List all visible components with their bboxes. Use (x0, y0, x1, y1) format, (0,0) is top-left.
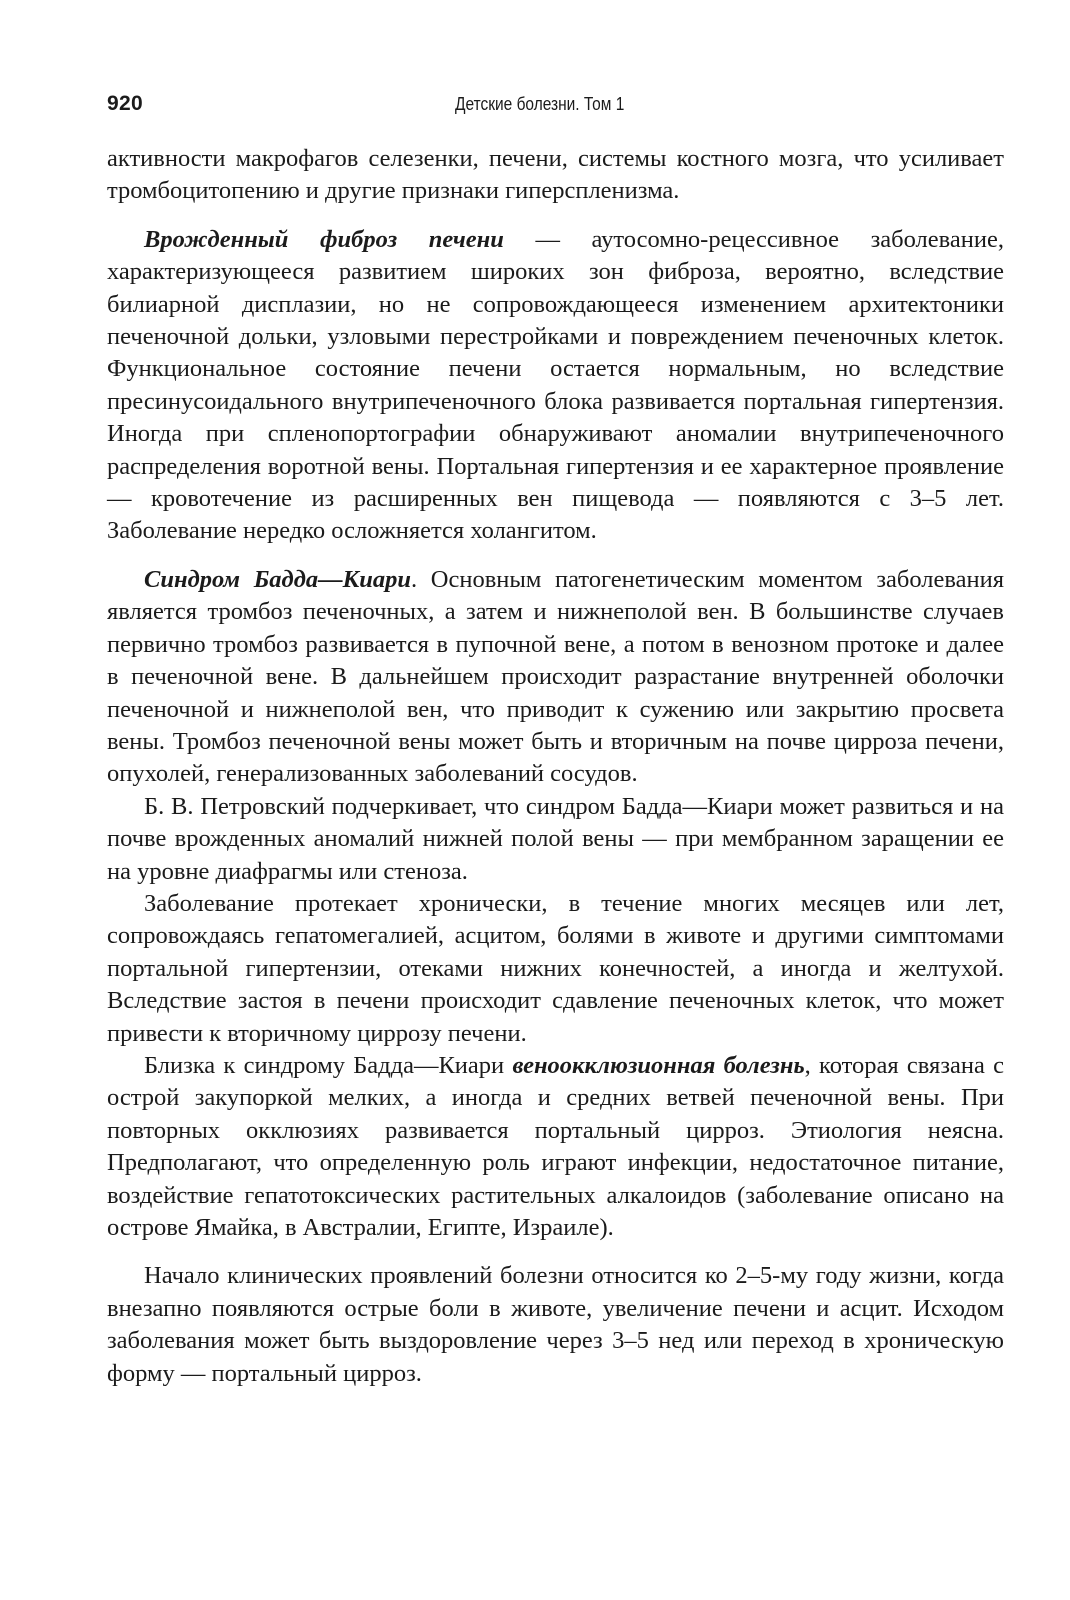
paragraph-clinical-onset (107, 1260, 1004, 1390)
paragraph-petrovsky (107, 791, 1004, 888)
paragraph-continued (107, 143, 1004, 208)
paragraph-text: . Основным патогенетическим моментом заболевания является тромбоз печеночных, а затем и нижнеполой вен. В большинстве случаев первично тромбоз развивается в пупочной вене, а потом в венозном протоке и далее в печеночной вене. В дальнейшем происходит разрастание внутренней оболочки печеночной и нижнеполой вен, что приводит к сужению или закрытию просвета вены. Тромбоз печеночной вены может быть и вторичным на почве цирроза печени, опухолей, генерализованных заболеваний сосудов. (107, 565, 1004, 788)
running-head (107, 92, 1004, 122)
text-body (107, 143, 1004, 1390)
paragraph-text: активности макрофагов селезенки, печени, системы костного мозга, что усиливает тромбоцитопению и другие признаки гиперспленизма. (107, 145, 1004, 205)
term-veno-occlusive-disease: веноокклюзионная болезнь (512, 1051, 805, 1079)
paragraph-text: , которая связана с острой закупоркой мелких, а иногда и средних ветвей печеночной вены. При повторных окклюзиях развивается портальный цирроз. Этиология неясна. Предполагают, что определенную роль играют инфекции, недостаточное питание, воздействие гепатотоксических растительных алкалоидов (заболевание описано на острове Ямайка, в Австралии, Египте, Израиле). (107, 1051, 1004, 1241)
term-budd-chiari-syndrome: Синдром Бадда—Киари (144, 565, 411, 593)
paragraph-text: — аутосомно-рецессивное заболевание, характеризующееся развитием широких зон фиброза, вероятно, вследствие билиарной дисплазии, но не сопровождающееся изменением архитектоники печеночной дольки, узловыми перестройками и повреждением печеночных клеток. Функциональное состояние печени остается нормальным, но вследствие пресинусоидального внутрипеченочного блока развивается портальная гипертензия. Иногда при спленопортографии обнаруживают аномалии внутрипеченочного распределения воротной вены. Портальная гипертензия и ее характерное проявление — кровотечение из расширенных вен пищевода — появляются с 3–5 лет. Заболевание нередко осложняется холангитом. (107, 225, 1004, 545)
paragraph-lead: Близка к синдрому Бадда—Киари (144, 1051, 513, 1079)
book-title: Детские болезни. Том 1 (455, 94, 625, 114)
paragraph-text: Б. В. Петровский подчеркивает, что синдром Бадда—Киари может развиться и на почве врожденных аномалий нижней полой вены — при мембранном заращении ее на уровне диафрагмы или стеноза. (107, 792, 1004, 885)
paragraph-text: Заболевание протекает хронически, в течение многих месяцев или лет, сопровождаясь гепатомегалией, асцитом, болями в животе и другими симптомами портальной гипертензии, отеками нижних конечностей, а иногда и желтухой. Вследствие застоя в печени происходит сдавление печеночных клеток, что может привести к вторичному циррозу печени. (107, 889, 1004, 1047)
paragraph-budd-chiari-syndrome (107, 564, 1004, 791)
paragraph-chronic-course (107, 888, 1004, 1050)
term-congenital-liver-fibrosis: Врожденный фиброз печени (144, 225, 504, 253)
paragraph-text: Начало клинических проявлений болезни относится ко 2–5-му году жизни, когда внезапно появляются острые боли в животе, увеличение печени и асцит. Исходом заболевания может быть выздоровление через 3–5 нед или переход в хроническую форму — портальный цирроз. (107, 1262, 1004, 1387)
paragraph-veno-occlusive-disease (107, 1050, 1004, 1244)
page-number: 920 (107, 92, 143, 115)
paragraph-congenital-liver-fibrosis (107, 224, 1004, 548)
